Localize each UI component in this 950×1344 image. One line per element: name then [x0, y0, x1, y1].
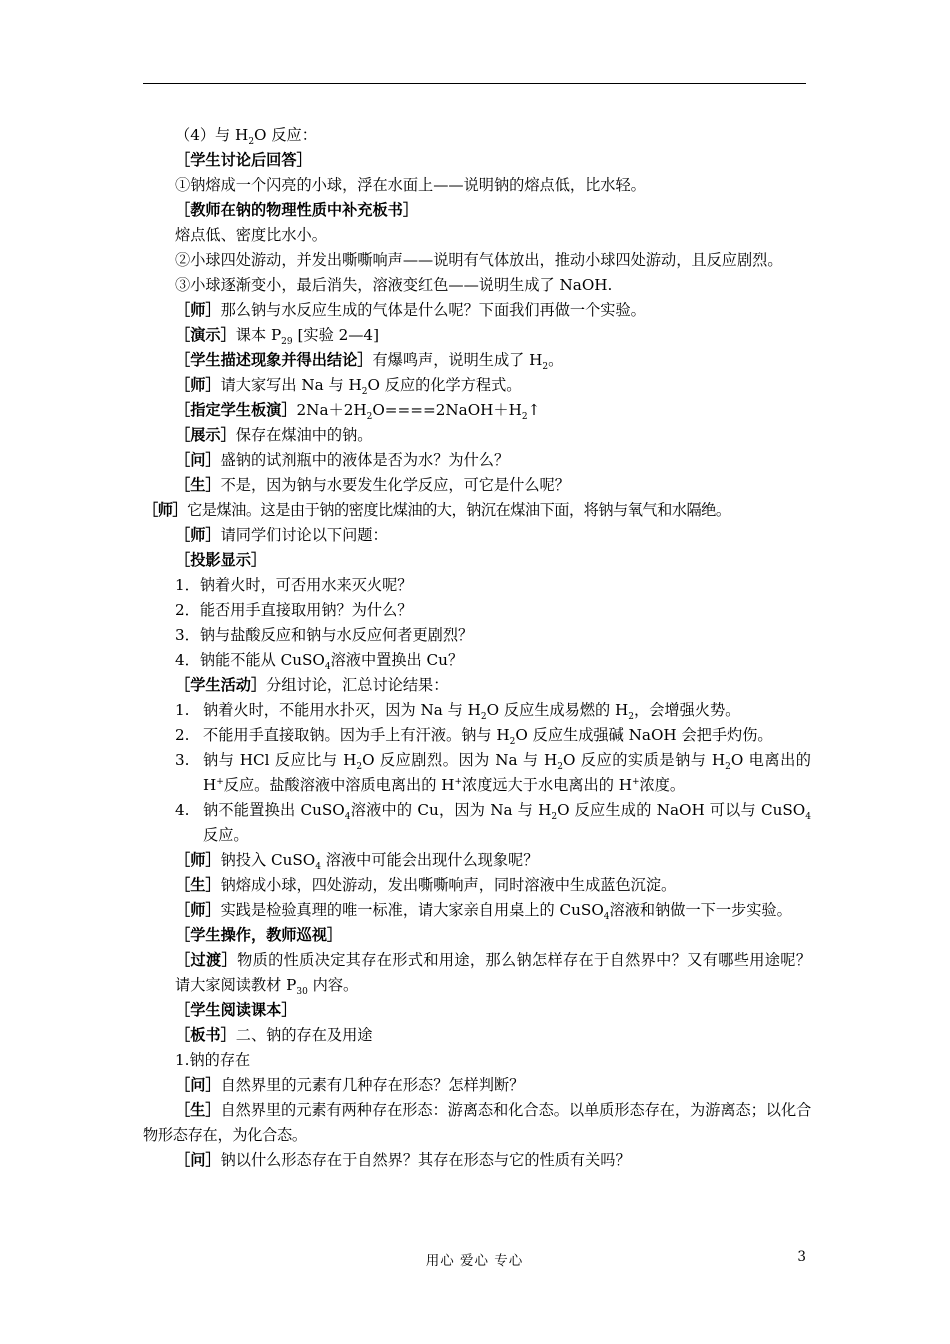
dialogue-line: ［师］实践是检验真理的唯一标准，请大家亲自用桌上的 CuSO$_4$溶液和钠做一下一步实验。: [175, 901, 792, 923]
page-body: [143, 123, 811, 1173]
bracket-heading: ［教师在钠的物理性质中补充板书］: [175, 201, 418, 219]
dialogue-line: ［生］不是，因为钠与水要发生化学反应，可它是什么呢？: [175, 476, 570, 494]
section-heading: （4）与 $H_2O$ 反应：: [175, 126, 317, 148]
dialogue-line: ［生］钠熔成小球，四处游动，发出嘶嘶响声，同时溶液中生成蓝色沉淀。: [175, 876, 677, 894]
bracket-heading: ［投影显示］: [175, 551, 267, 569]
dialogue-line: ［师］它是煤油。这是由于钠的密度比煤油的大，钠沉在煤油下面，将钠与氧气和水隔绝。: [143, 501, 731, 519]
equation-line: ［指定学生板演$]2Na+2H_2O====2NaOH+H_2↑$: [175, 401, 541, 423]
footer-motto: 用心 爱心 专心: [425, 1253, 524, 1269]
question-item: 1．钠着火时，可否用水来灭火呢？: [175, 576, 413, 594]
answer-item: 4. 钠不能置换出 CuSO$_4$溶液中的 Cu，因为 Na 与 $H_2O$ 反应生成的 NaOH 可以与 CuSO$_4$ 反应。: [175, 801, 811, 844]
dialogue-line: ［师］那么钠与水反应生成的气体是什么呢？下面我们再做一个实验。: [175, 301, 646, 319]
question-item: 4．钠能不能从 CuSO$_4$溶液中置换出 Cu？: [175, 651, 464, 673]
dialogue-line: ［学生活动］分组讨论，汇总讨论结果：: [175, 676, 449, 694]
paragraph: ③小球逐渐变小，最后消失，溶液变红色——说明生成了 NaOH.: [175, 276, 613, 294]
paragraph: 熔点低、密度比水小。: [175, 226, 327, 244]
answer-item: 1. 钠着火时，不能用水扑灭，因为 Na 与 $H_2O$ 反应生成易燃的 $H_2$，会增强火势。: [175, 701, 741, 723]
dialogue-line: ［问］钠以什么形态存在于自然界？其存在形态与它的性质有关吗？: [175, 1151, 631, 1169]
bracket-heading: ［学生阅读课本］: [175, 1001, 297, 1019]
paragraph: ①钠熔成一个闪亮的小球，浮在水面上——说明钠的熔点低，比水轻。: [175, 176, 646, 194]
dialogue-line: ［师］请同学们讨论以下问题：: [175, 526, 388, 544]
dialogue-line: ［师］钠投入 CuSO$_4$ 溶液中可能会出现什么现象呢？: [175, 851, 539, 873]
answer-item: 3. 钠与 HCl 反应比与 $H_2O$ 反应剧烈。因为 Na 与 $H_2O$ 反应的实质是钠与 $H_2O$ 电离出的 H+反应。盐酸溶液中溶质电离出的 H+浓度远大于水电离出的 H+浓度。: [175, 751, 811, 794]
paragraph: ②小球四处游动，并发出嘶嘶响声——说明有气体放出，推动小球四处游动，且反应剧烈。: [175, 251, 783, 269]
dialogue-line: ［问］自然界里的元素有几种存在形态？怎样判断？: [175, 1076, 525, 1094]
subsection-heading: 1.钠的存在: [175, 1051, 251, 1069]
page-number: 3: [797, 1249, 806, 1265]
dialogue-line: ［板书］二、钠的存在及用途: [175, 1026, 373, 1044]
dialogue-line: ［过渡］物质的性质决定其存在形式和用途，那么钠怎样存在于自然界中？又有哪些用途呢？请大家阅读教材 $P_{30}$ 内容。: [175, 951, 812, 998]
bracket-heading: ［学生讨论后回答］: [175, 151, 312, 169]
dialogue-line: ［演示］课本 $P_{29}$ [实验 2—4]: [175, 326, 380, 348]
dialogue-line: ［问］盛钠的试剂瓶中的液体是否为水？为什么？: [175, 451, 510, 469]
dialogue-line: ［展示］保存在煤油中的钠。: [175, 426, 373, 444]
dialogue-line: ［生］自然界里的元素有两种存在形态：游离态和化合态。以单质形态存在，为游离态；以化合物形态存在，为化合态。: [143, 1101, 811, 1144]
bracket-heading: ［学生操作，教师巡视］: [175, 926, 343, 944]
answer-item: 2. 不能用手直接取钠。因为手上有汗液。钠与 $H_2O$ 反应生成强碱 NaOH 会把手灼伤。: [175, 726, 773, 748]
dialogue-line: ［学生描述现象并得出结论］有爆鸣声，说明生成了 $H_2$。: [175, 351, 564, 373]
dialogue-line: ［师］请大家写出 Na 与 $H_2O$ 反应的化学方程式。: [175, 376, 522, 398]
header-rule: [143, 83, 806, 84]
question-item: 2．能否用手直接取用钠？为什么？: [175, 601, 413, 619]
question-item: 3．钠与盐酸反应和钠与水反应何者更剧烈？: [175, 626, 474, 644]
